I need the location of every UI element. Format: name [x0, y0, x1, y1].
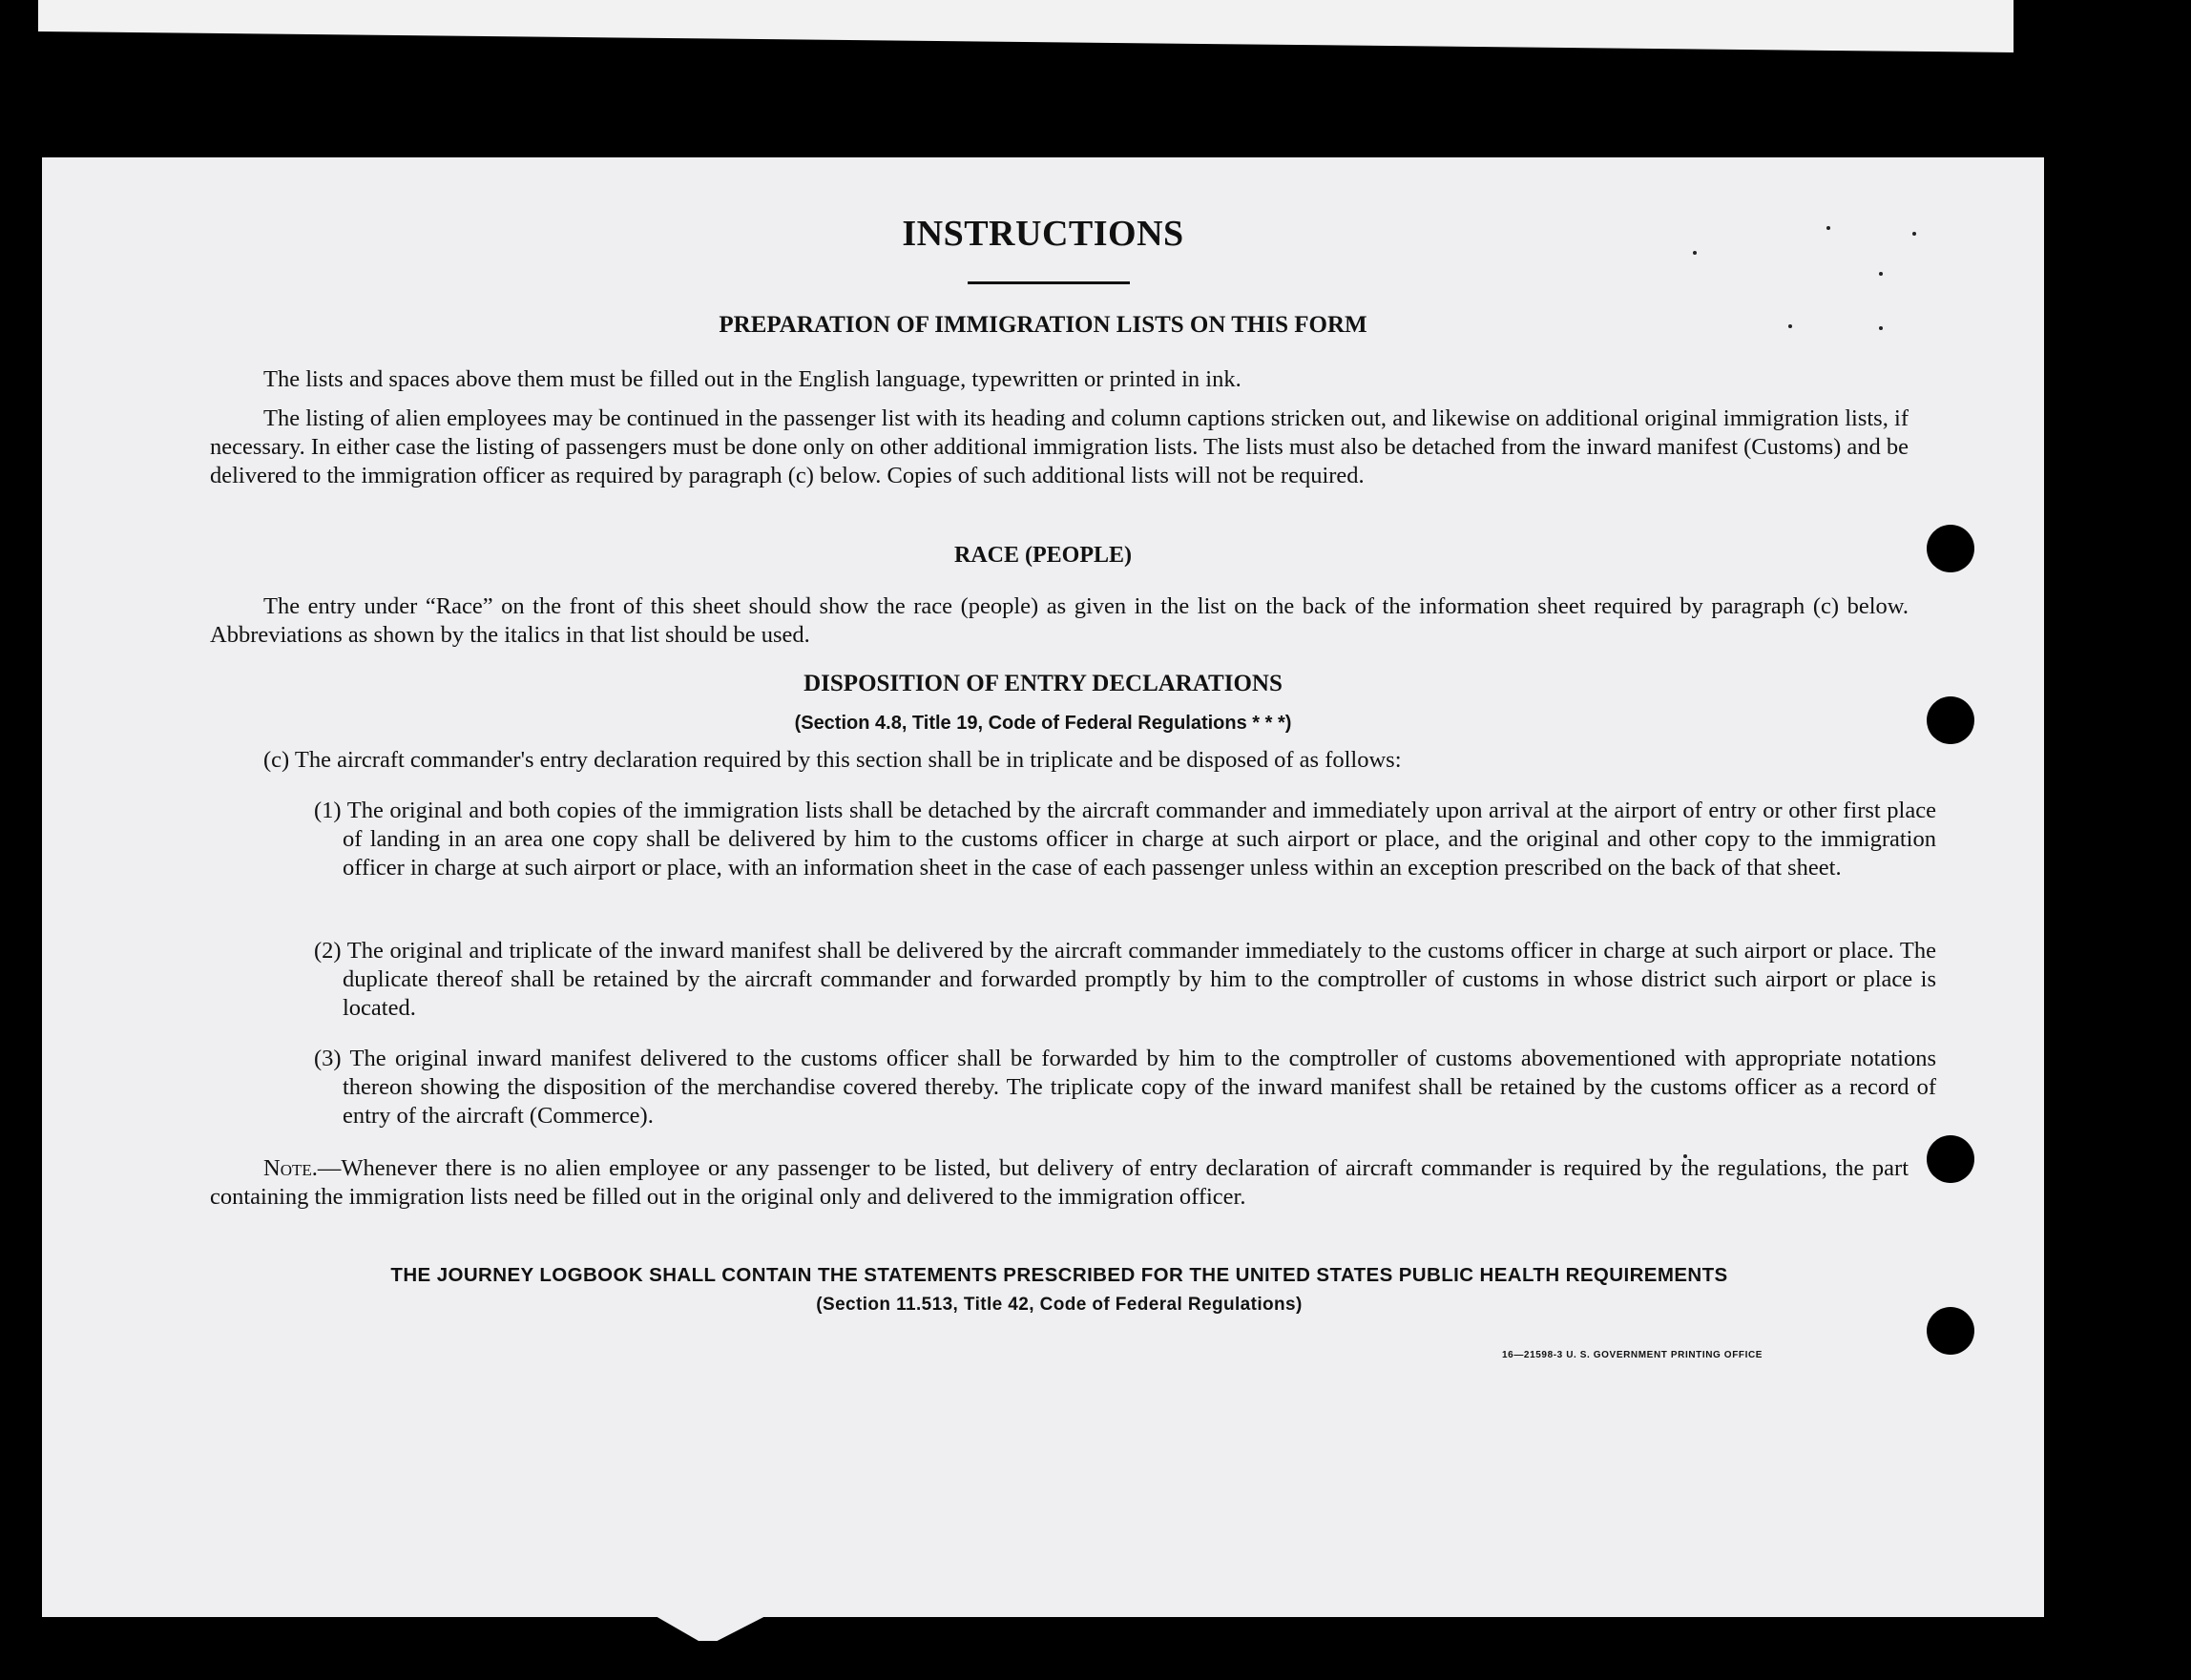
top-paper-strip	[38, 0, 2014, 52]
disposition-item-1: (1) The original and both copies of the immigration lists shall be detached by the aircraft commander and immediately upon arrival at the airport of entry or other first place of landing in an area one copy shall be delivered by him to the customs officer in charge at such airport or place, and the original and other copy to the immigration officer in charge at such airport or place, with an information sheet in the case of each passenger unless within an exception prescribed on the back of that sheet.	[314, 798, 1936, 881]
form-back-page	[42, 157, 2044, 1617]
race-paragraph: The entry under “Race” on the front of this sheet should show the race (people) as given in the list on the back of the information sheet required by paragraph (c) below. Abbreviations as shown by the italics in that list should be used.	[210, 593, 1909, 648]
bottom-paper-tab	[649, 1612, 773, 1641]
note-paragraph: Note.—Whenever there is no alien employee or any passenger to be listed, but delivery of entry declaration of aircraft commander is required by the regulations, the part containing the immigration lists need be filled out in the original only and delivered to the immigration officer.	[210, 1155, 1909, 1210]
page-title: INSTRUCTIONS	[902, 214, 1184, 254]
preparation-paragraph-1: The lists and spaces above them must be filled out in the English language, typewritten or printed in ink.	[263, 366, 1242, 392]
preparation-heading: PREPARATION OF IMMIGRATION LISTS ON THIS FORM	[719, 312, 1367, 338]
health-requirements-line: THE JOURNEY LOGBOOK SHALL CONTAIN THE STATEMENTS PRESCRIBED FOR THE UNITED STATES PUBLIC HEALTH REQUIREMENTS	[390, 1264, 1728, 1286]
disposition-item-3: (3) The original inward manifest delivered to the customs officer shall be forwarded by him to the comptroller of customs abovementioned with appropriate notations thereon showing the disposition of the merchandise covered thereby. The triplicate copy of the inward manifest shall be retained by the customs officer as a record of entry of the aircraft (Commerce).	[314, 1046, 1936, 1129]
printer-imprint: 16—21598-3 U. S. GOVERNMENT PRINTING OFFICE	[1502, 1350, 1763, 1360]
disposition-citation: (Section 4.8, Title 19, Code of Federal Regulations * * *)	[794, 713, 1292, 734]
disposition-heading: DISPOSITION OF ENTRY DECLARATIONS	[803, 671, 1283, 696]
preparation-paragraph-2: The listing of alien employees may be continued in the passenger list with its heading and column captions stricken out, and likewise on additional original immigration lists, if necessary. In either case the listing of passengers must be done only on other additional immigration lists. The lists must also be detached from the inward manifest (Customs) and be delivered to the immigration officer as required by paragraph (c) below. Copies of such additional lists will not be required.	[210, 405, 1909, 488]
race-heading: RACE (PEOPLE)	[954, 543, 1132, 568]
disposition-item-2: (2) The original and triplicate of the inward manifest shall be delivered by the aircraft commander immediately to the customs officer in charge at such airport or place. The duplicate thereof shall be retained by the aircraft commander and forwarded promptly by him to the comptroller of customs in whose district such airport or place is located.	[314, 938, 1936, 1021]
disposition-intro: (c) The aircraft commander's entry declaration required by this section shall be in triplicate and be disposed of as follows:	[263, 747, 1402, 773]
health-requirements-citation: (Section 11.513, Title 42, Code of Federal Regulations)	[816, 1295, 1303, 1315]
title-underline	[968, 281, 1130, 284]
